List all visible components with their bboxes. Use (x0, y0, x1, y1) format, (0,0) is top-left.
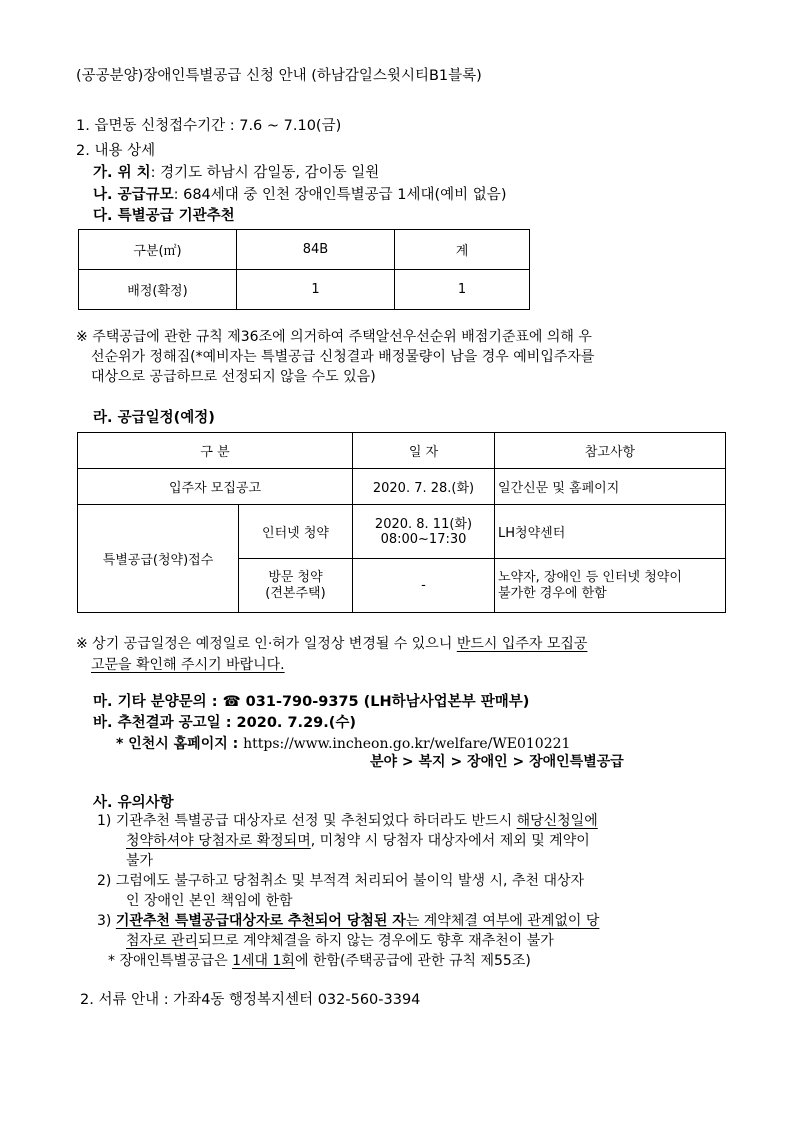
document-title: (공공분양)장애인특별공급 신청 안내 (하남감일스윗시티B1블록) (76, 68, 482, 84)
section-1-period: 1. 읍면동 신청접수기간 : 7.6 ~ 7.10(금) (76, 118, 342, 134)
incheon-url[interactable]: https://www.incheon.go.kr/welfare/WE010221 (243, 736, 571, 752)
item-ba: 바. 추천결과 공고일 : 2020. 7.29.(수) (93, 715, 357, 731)
table-cell: LH청약센터 (495, 505, 726, 559)
table-cell: 일간신문 및 홈페이지 (495, 469, 726, 505)
note-2-line-2: 고문을 확인해 주시기 바랍니다. (91, 657, 285, 673)
notice-item-1-line-2: 청약하셔야 당첨자로 확정되며, 미청약 시 당첨자 대상자에서 제외 및 계약이 (126, 833, 590, 849)
phone-icon: ☎ (222, 694, 241, 710)
table-header-cell: 구 분 (78, 433, 353, 469)
table-header-cell: 참고사항 (495, 433, 726, 469)
item-na-value: : 684세대 중 인천 장애인특별공급 1세대(예비 없음) (173, 187, 507, 203)
notice-item-3-line-1: 3) 기관추천 특별공급대상자로 추천되어 당첨된 자는 계약체결 여부에 관계없이 당 (97, 913, 600, 929)
table-header-cell: 구분(㎡) (79, 230, 237, 270)
section-2-heading: 2. 내용 상세 (76, 143, 156, 159)
table-cell: 인터넷 청약 (239, 505, 353, 559)
table-cell: 방문 청약 (견본주택) (239, 559, 353, 613)
notice-item-1-line-3: 불가 (126, 853, 154, 869)
table-cell: 특별공급(청약)접수 (78, 505, 239, 613)
table-row (78, 469, 726, 505)
incheon-menu-path: 분야 > 복지 > 장애인 > 장애인특별공급 (370, 754, 624, 770)
table-row (79, 270, 530, 310)
notice-item-1-line-1: 1) 기관추천 특별공급 대상자로 선정 및 추천되었다 하더라도 반드시 해당신청일에 (97, 813, 598, 829)
item-ma: 마. 기타 분양문의 : ☎ 031-790-9375 (LH하남사업본부 판매부) (93, 694, 530, 710)
table-cell: 1 (395, 270, 530, 310)
notice-item-2-line-2: 인 장애인 본인 책임에 한함 (126, 893, 293, 909)
table-cell: 노약자, 장애인 등 인터넷 청약이 불가한 경우에 한함 (495, 559, 726, 613)
notice-item-2-line-1: 2) 그럼에도 불구하고 당첨취소 및 부적격 처리되어 불이익 발생 시, 추천 대상자 (97, 873, 585, 889)
item-da: 다. 특별공급 기관추천 (93, 208, 235, 224)
note-1-line-1: ※ 주택공급에 관한 규칙 제36조에 의거하여 주택알선우선순위 배점기준표에 의해 우 (76, 329, 592, 345)
table-header-cell: 일 자 (353, 433, 495, 469)
item-sa: 사. 유의사항 (93, 795, 174, 811)
document-guide-line: 2. 서류 안내 : 가좌4동 행정복지센터 032-560-3394 (80, 992, 421, 1008)
item-na-label: 나. 공급규모 (93, 187, 174, 203)
item-ra: 라. 공급일정(예정) (93, 410, 215, 426)
table-row (78, 433, 726, 469)
item-ga (93, 163, 379, 183)
table-header-cell: 84B (237, 230, 395, 270)
table-cell: - (353, 559, 495, 613)
notice-item-3-line-2: 첨자로 관리되므로 계약체결을 하지 않는 경우에도 향후 재추천이 불가 (126, 933, 554, 949)
table-cell: 2020. 8. 11(화) 08:00~17:30 (353, 505, 495, 559)
table-cell: 입주자 모집공고 (78, 469, 353, 505)
table-cell: 1 (237, 270, 395, 310)
schedule-table (77, 432, 726, 613)
incheon-homepage: * 인천시 홈페이지 : https://www.incheon.go.kr/welfare/WE010221 (116, 736, 571, 752)
note-1-line-2: 선순위가 정해짐(*예비자는 특별공급 신청결과 배정물량이 남을 경우 예비입주자를 (91, 349, 595, 365)
item-na (93, 185, 506, 205)
note-1-line-3: 대상으로 공급하므로 선정되지 않을 수도 있음) (91, 369, 376, 385)
note-mark: ※ (76, 329, 88, 345)
note-2-line-1: ※ 상기 공급일정은 예정일로 인·허가 일정상 변경될 수 있으니 반드시 입주자 모집공 (76, 636, 588, 652)
table-row (78, 505, 726, 559)
table-header-cell: 계 (395, 230, 530, 270)
table-cell: 2020. 7. 28.(화) (353, 469, 495, 505)
table-row (79, 230, 530, 270)
notice-star-line: * 장애인특별공급은 1세대 1회에 한함(주택공급에 관한 규칙 제55조) (108, 953, 531, 969)
table-cell: 배정(확정) (79, 270, 237, 310)
item-ga-value: : 경기도 하남시 감일동, 감이동 일원 (150, 165, 380, 181)
allocation-table (78, 229, 530, 310)
item-ga-label: 가. 위 치 (93, 165, 151, 181)
